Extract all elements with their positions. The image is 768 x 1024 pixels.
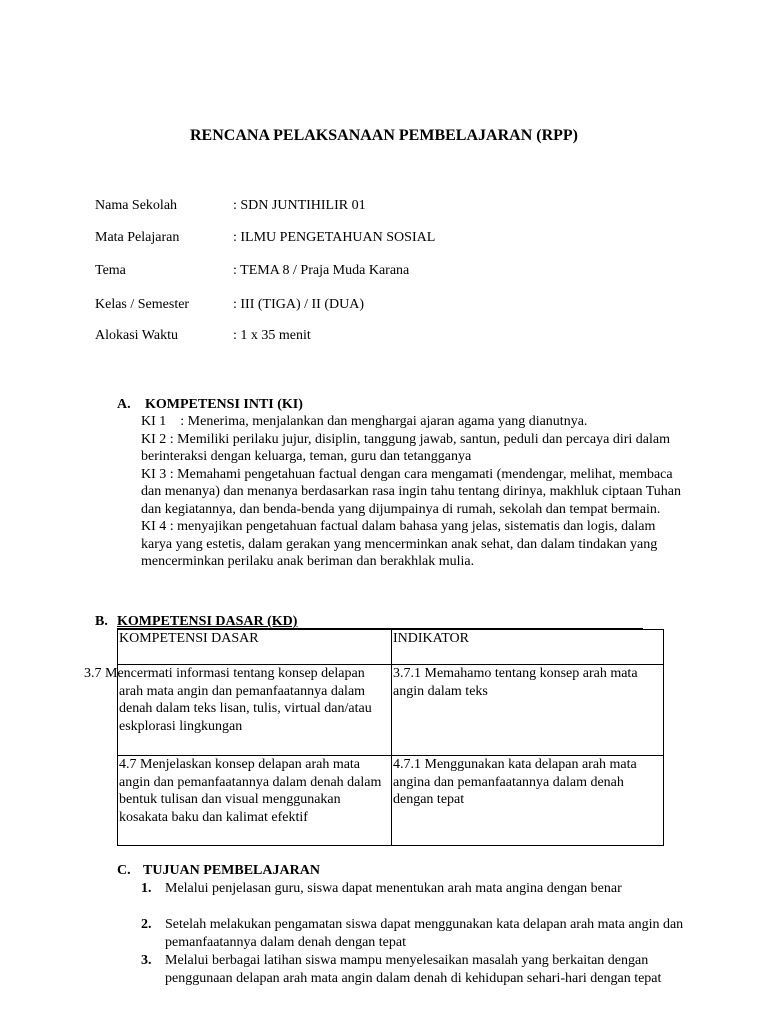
section-title: KOMPETENSI INTI (KI): [145, 397, 303, 412]
goal-text: Melalui berbagai latihan siswa mampu menyelesaikan masalah yang berkaitan dengan penggunaan delapan arah mata angin dalam denah di kehidupan sehari-hari dengan tepat: [165, 953, 662, 986]
section-title: KOMPETENSI DASAR (KD): [117, 614, 298, 629]
goal-item: [141, 916, 701, 952]
section-letter: C.: [117, 863, 131, 878]
table-header-cell: INDIKATOR: [392, 630, 664, 665]
info-row-school: [95, 197, 695, 217]
section-letter: B.: [95, 614, 108, 629]
goal-number: 1.: [141, 881, 152, 896]
ki-item: KI 4 : menyajikan pengetahuan factual dalam bahasa yang jelas, sistematis dan logis, dalam karya yang estetis, dalam gerakan yang mencerminkan anak sehat, dan dalam tindakan yang mencerminkan perilaku anak beriman dan berakhlak mulia.: [141, 519, 658, 569]
table-row: [118, 665, 664, 756]
info-label: Mata Pelajaran: [95, 230, 180, 245]
section-title: TUJUAN PEMBELAJARAN: [143, 863, 320, 878]
table-cell: 3.7.1 Memahamo tentang konsep arah mata angin dalam teks: [392, 665, 664, 756]
goal-item: [141, 880, 701, 898]
ki-list: [141, 413, 686, 571]
info-label: Tema: [95, 263, 126, 278]
info-label: Alokasi Waktu: [95, 328, 178, 343]
info-label: Kelas / Semester: [95, 297, 190, 312]
table-header-cell: KOMPETENSI DASAR: [118, 630, 392, 665]
ki-item: KI 2 : Memiliki perilaku jujur, disiplin, tanggung jawab, santun, peduli dan percaya diri dalam berinteraksi dengan keluarga, teman, guru dan tetangganya: [141, 431, 670, 464]
section-a-heading: [117, 396, 517, 414]
info-label: Nama Sekolah: [95, 198, 178, 213]
table-cell: 4.7.1 Menggunakan kata delapan arah mata angina dan pemanfaatannya dalam denah dengan tepat: [392, 756, 664, 846]
info-row-theme: [95, 262, 695, 282]
info-value: : ILMU PENGETAHUAN SOSIAL: [233, 230, 436, 245]
info-value: : TEMA 8 / Praja Muda Karana: [233, 263, 410, 278]
goal-text: Melalui penjelasan guru, siswa dapat menentukan arah mata angina dengan benar: [165, 881, 622, 896]
goal-item: [141, 952, 701, 1006]
info-row-class: [95, 296, 695, 316]
kd-table: [84, 629, 664, 846]
info-value: : 1 x 35 menit: [233, 328, 311, 343]
info-value: : SDN JUNTIHILIR 01: [233, 198, 366, 213]
ki-item: KI 1 : Menerima, menjalankan dan menghargai ajaran agama yang dianutnya.: [141, 414, 588, 429]
info-row-subject: [95, 229, 695, 249]
goal-number: 2.: [141, 917, 152, 932]
info-row-time: [95, 327, 695, 347]
goal-number: 3.: [141, 953, 152, 968]
section-c-heading: [117, 862, 517, 880]
table-row: [118, 756, 664, 846]
document-title: RENCANA PELAKSANAAN PEMBELAJARAN (RPP): [190, 127, 578, 144]
goal-text: Setelah melakukan pengamatan siswa dapat menggunakan kata delapan arah mata angin dan pemanfaatannya dalam denah dengan tepat: [165, 917, 684, 950]
section-letter: A.: [117, 397, 131, 412]
table-cell: 3.7 Mencermati informasi tentang konsep delapan arah mata angin dan pemanfaatannya dalam denah dalam teks lisan, tulis, virtual dan/atau eskplorasi lingkungan: [118, 665, 392, 756]
ki-item: KI 3 : Memahami pengetahuan factual dengan cara mengamati (mendengar, melihat, membaca dan menanya) dan menanya berdasarkan rasa ingin tahu tentang dirinya, makhluk ciptaan Tuhan dan kegiatannya, dan benda-benda yang dijumpainya di rumah, sekolah dan tempat bermain.: [141, 466, 681, 517]
table-header-row: [118, 630, 664, 665]
info-value: : III (TIGA) / II (DUA): [233, 297, 365, 312]
table-cell: 4.7 Menjelaskan konsep delapan arah mata angin dan pemanfaatannya dalam denah dalam bentuk tulisan dan visual menggunakan kosakata baku dan kalimat efektif: [118, 756, 392, 846]
